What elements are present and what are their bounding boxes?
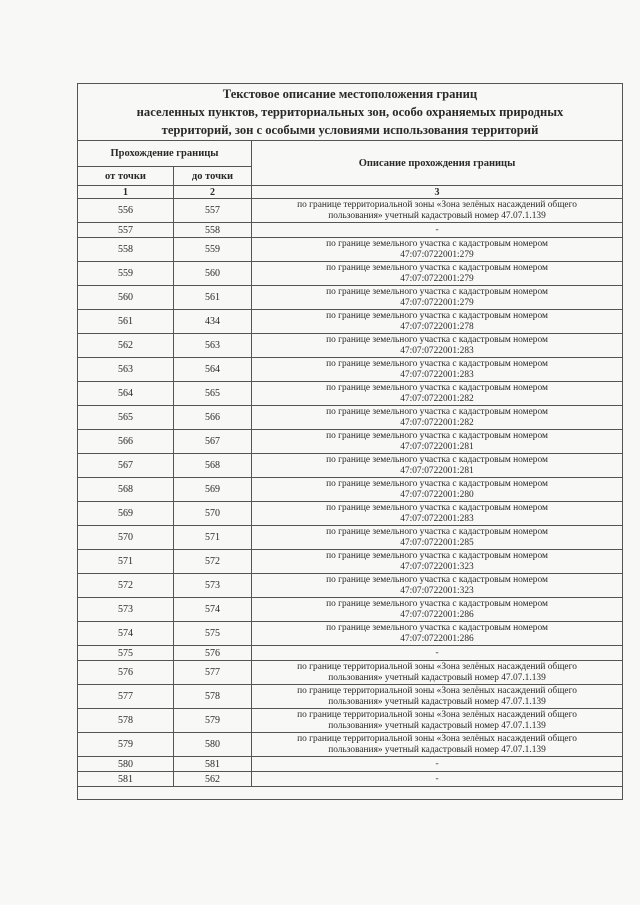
from-point-cell: 575: [78, 646, 174, 661]
column-number-1: 1: [78, 186, 174, 199]
table-row: [78, 478, 623, 502]
from-point-cell: 562: [78, 334, 174, 358]
description-line-1: по границе земельного участка с кадастровым номером: [326, 622, 548, 633]
title-line-2: населенных пунктов, территориальных зон, особо охраняемых природных: [136, 105, 564, 119]
description-cell: [252, 526, 623, 550]
description-line-2: 47:07:0722001:279: [400, 249, 474, 260]
to-point-cell: 434: [174, 310, 252, 334]
description-line-2: пользования» учетный кадастровый номер 47.07.1.139: [328, 720, 546, 731]
column-number-3: 3: [252, 186, 623, 199]
description-line-1: -: [435, 224, 439, 235]
description-cell: [252, 733, 623, 757]
table-row: [78, 286, 623, 310]
description-line-1: по границе территориальной зоны «Зона зелёных насаждений общего: [297, 661, 577, 672]
description-line-2: 47:07:0722001:285: [400, 537, 474, 548]
from-point-cell: 581: [78, 772, 174, 787]
description-line-1: по границе территориальной зоны «Зона зелёных насаждений общего: [297, 199, 577, 210]
from-point-cell: 564: [78, 382, 174, 406]
description-line-2: 47:07:0722001:279: [400, 297, 474, 308]
description-line-2: 47:07:0722001:323: [400, 561, 474, 572]
to-point-cell: 571: [174, 526, 252, 550]
empty-row: [78, 787, 623, 800]
description-cell: [252, 454, 623, 478]
description-line-2: 47:07:0722001:283: [400, 345, 474, 356]
description-line-1: по границе земельного участка с кадастровым номером: [326, 406, 548, 417]
column-number-row: [78, 186, 623, 199]
to-point-cell: 569: [174, 478, 252, 502]
description-line-1: по границе земельного участка с кадастровым номером: [326, 262, 548, 273]
table-row: [78, 709, 623, 733]
description-cell: [252, 550, 623, 574]
description-cell: [252, 478, 623, 502]
description-line-2: 47:07:0722001:281: [400, 465, 474, 476]
to-point-cell: 573: [174, 574, 252, 598]
header-from-point: от точки: [78, 167, 174, 186]
column-number-2: 2: [174, 186, 252, 199]
table-row: [78, 757, 623, 772]
to-point-cell: 558: [174, 223, 252, 238]
table-row: [78, 199, 623, 223]
from-point-cell: 560: [78, 286, 174, 310]
description-cell: [252, 661, 623, 685]
to-point-cell: 559: [174, 238, 252, 262]
header-boundary-passage: Прохождение границы: [78, 141, 252, 167]
description-line-2: 47:07:0722001:286: [400, 609, 474, 620]
description-line-1: по границе земельного участка с кадастровым номером: [326, 310, 548, 321]
from-point-cell: 556: [78, 199, 174, 223]
description-cell: [252, 709, 623, 733]
boundary-table: [77, 83, 623, 800]
description-line-1: по границе земельного участка с кадастровым номером: [326, 550, 548, 561]
from-point-cell: 576: [78, 661, 174, 685]
from-point-cell: 559: [78, 262, 174, 286]
table-row: [78, 772, 623, 787]
table-row: [78, 310, 623, 334]
to-point-cell: 577: [174, 661, 252, 685]
table-row: [78, 358, 623, 382]
table-row: [78, 223, 623, 238]
table-row: [78, 598, 623, 622]
table-row: [78, 382, 623, 406]
description-line-2: пользования» учетный кадастровый номер 47.07.1.139: [328, 744, 546, 755]
header-row-group: [78, 141, 623, 167]
description-line-1: по границе земельного участка с кадастровым номером: [326, 286, 548, 297]
table-row: [78, 406, 623, 430]
from-point-cell: 577: [78, 685, 174, 709]
description-line-2: 47:07:0722001:280: [400, 489, 474, 500]
description-line-2: 47:07:0722001:279: [400, 273, 474, 284]
description-cell: [252, 685, 623, 709]
description-line-2: пользования» учетный кадастровый номер 47.07.1.139: [328, 696, 546, 707]
title-line-1: Текстовое описание местоположения границ: [222, 87, 478, 101]
to-point-cell: 563: [174, 334, 252, 358]
table-row: [78, 238, 623, 262]
from-point-cell: 579: [78, 733, 174, 757]
description-line-1: по границе земельного участка с кадастровым номером: [326, 454, 548, 465]
to-point-cell: 580: [174, 733, 252, 757]
description-line-2: 47:07:0722001:278: [400, 321, 474, 332]
to-point-cell: 560: [174, 262, 252, 286]
to-point-cell: 566: [174, 406, 252, 430]
description-line-1: по границе земельного участка с кадастровым номером: [326, 334, 548, 345]
to-point-cell: 567: [174, 430, 252, 454]
from-point-cell: 571: [78, 550, 174, 574]
description-line-1: по границе земельного участка с кадастровым номером: [326, 598, 548, 609]
from-point-cell: 570: [78, 526, 174, 550]
description-line-2: 47:07:0722001:282: [400, 393, 474, 404]
from-point-cell: 573: [78, 598, 174, 622]
from-point-cell: 563: [78, 358, 174, 382]
description-cell: [252, 238, 623, 262]
to-point-cell: 562: [174, 772, 252, 787]
description-line-1: по границе земельного участка с кадастровым номером: [326, 478, 548, 489]
from-point-cell: 569: [78, 502, 174, 526]
description-line-1: по границе территориальной зоны «Зона зелёных насаждений общего: [297, 733, 577, 744]
description-line-2: 47:07:0722001:281: [400, 441, 474, 452]
table-row: [78, 685, 623, 709]
description-cell: [252, 286, 623, 310]
from-point-cell: 572: [78, 574, 174, 598]
description-line-1: по границе земельного участка с кадастровым номером: [326, 358, 548, 369]
description-cell: [252, 334, 623, 358]
description-cell: [252, 574, 623, 598]
from-point-cell: 567: [78, 454, 174, 478]
description-cell: [252, 430, 623, 454]
to-point-cell: 570: [174, 502, 252, 526]
description-line-1: по границе земельного участка с кадастровым номером: [326, 502, 548, 513]
description-line-1: по границе земельного участка с кадастровым номером: [326, 382, 548, 393]
to-point-cell: 578: [174, 685, 252, 709]
description-cell: [252, 358, 623, 382]
description-line-2: 47:07:0722001:283: [400, 513, 474, 524]
to-point-cell: 568: [174, 454, 252, 478]
description-line-1: по границе земельного участка с кадастровым номером: [326, 430, 548, 441]
table-row: [78, 661, 623, 685]
from-point-cell: 580: [78, 757, 174, 772]
from-point-cell: 561: [78, 310, 174, 334]
description-line-2: 47:07:0722001:283: [400, 369, 474, 380]
table-row: [78, 733, 623, 757]
description-line-1: -: [435, 758, 439, 769]
to-point-cell: 564: [174, 358, 252, 382]
description-cell: [252, 262, 623, 286]
from-point-cell: 557: [78, 223, 174, 238]
to-point-cell: 574: [174, 598, 252, 622]
table-row: [78, 502, 623, 526]
description-line-1: по границе земельного участка с кадастровым номером: [326, 526, 548, 537]
to-point-cell: 557: [174, 199, 252, 223]
to-point-cell: 581: [174, 757, 252, 772]
table-row: [78, 574, 623, 598]
description-line-2: пользования» учетный кадастровый номер 47.07.1.139: [328, 210, 546, 221]
to-point-cell: 579: [174, 709, 252, 733]
table-row: [78, 430, 623, 454]
description-line-2: 47:07:0722001:323: [400, 585, 474, 596]
header-to-point: до точки: [174, 167, 252, 186]
description-cell: [252, 199, 623, 223]
description-line-2: 47:07:0722001:286: [400, 633, 474, 644]
empty-cell: [78, 787, 623, 800]
description-cell: [252, 502, 623, 526]
from-point-cell: 568: [78, 478, 174, 502]
to-point-cell: 561: [174, 286, 252, 310]
table-row: [78, 646, 623, 661]
description-line-1: по границе земельного участка с кадастровым номером: [326, 574, 548, 585]
from-point-cell: 566: [78, 430, 174, 454]
description-line-2: 47:07:0722001:282: [400, 417, 474, 428]
description-cell: [252, 646, 623, 661]
description-line-1: по границе территориальной зоны «Зона зелёных насаждений общего: [297, 709, 577, 720]
description-line-1: по границе территориальной зоны «Зона зелёных насаждений общего: [297, 685, 577, 696]
description-cell: [252, 382, 623, 406]
to-point-cell: 565: [174, 382, 252, 406]
description-line-1: по границе земельного участка с кадастровым номером: [326, 238, 548, 249]
description-cell: [252, 772, 623, 787]
table-row: [78, 526, 623, 550]
description-cell: [252, 223, 623, 238]
description-line-1: -: [435, 647, 439, 658]
from-point-cell: 574: [78, 622, 174, 646]
document-title: [78, 84, 623, 141]
description-cell: [252, 406, 623, 430]
description-line-1: -: [435, 773, 439, 784]
table-row: [78, 454, 623, 478]
from-point-cell: 578: [78, 709, 174, 733]
description-cell: [252, 622, 623, 646]
description-cell: [252, 598, 623, 622]
from-point-cell: 558: [78, 238, 174, 262]
to-point-cell: 576: [174, 646, 252, 661]
table-row: [78, 334, 623, 358]
header-description: Описание прохождения границы: [252, 141, 623, 186]
description-cell: [252, 757, 623, 772]
to-point-cell: 575: [174, 622, 252, 646]
table-row: [78, 622, 623, 646]
title-row: [78, 84, 623, 141]
from-point-cell: 565: [78, 406, 174, 430]
table-row: [78, 550, 623, 574]
description-cell: [252, 310, 623, 334]
description-line-2: пользования» учетный кадастровый номер 47.07.1.139: [328, 672, 546, 683]
table-row: [78, 262, 623, 286]
to-point-cell: 572: [174, 550, 252, 574]
title-line-3: территорий, зон с особыми условиями использования территорий: [161, 123, 539, 137]
